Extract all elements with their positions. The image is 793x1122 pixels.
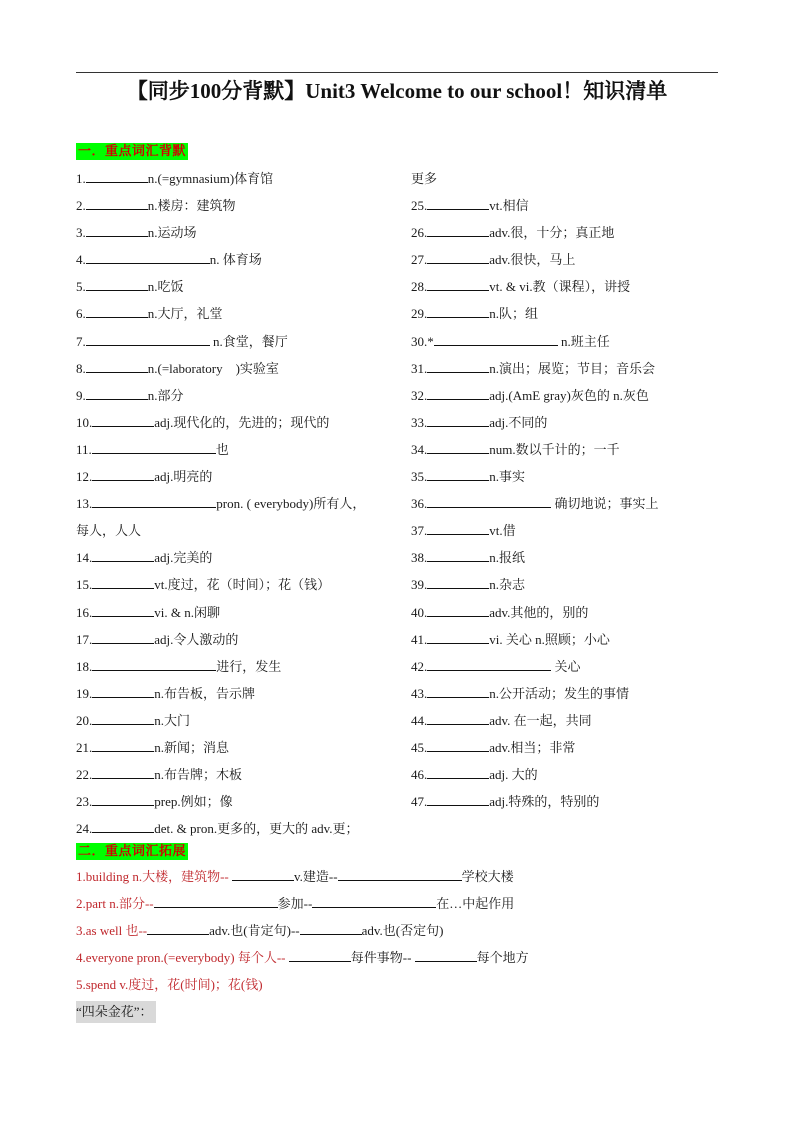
extension-list (76, 866, 726, 1028)
item-definition: n.新闻；消息 (154, 739, 230, 755)
item-definition: n.(=laboratory )实验室 (147, 360, 279, 376)
item-definition: adj.不同的 (489, 414, 548, 430)
vocab-item (411, 602, 721, 629)
vocab-item (411, 683, 721, 710)
item-definition: adv.很，十分；真正地 (489, 225, 615, 241)
vocab-item (411, 656, 721, 683)
item-number: 17. (76, 631, 93, 647)
answer-blank[interactable] (427, 467, 489, 481)
item-definition: n.布告牌；木板 (154, 767, 243, 783)
answer-blank[interactable] (427, 440, 489, 454)
item-number: 13. (76, 496, 93, 512)
item-number: 4. (76, 252, 86, 268)
item-number: 5. (76, 279, 86, 295)
extension-headword: 3.as well 也-- (76, 923, 148, 938)
answer-blank[interactable] (300, 921, 362, 935)
item-definition: n.公开活动；发生的事情 (489, 685, 630, 701)
answer-blank[interactable] (427, 657, 551, 671)
vocab-item (76, 629, 406, 656)
extension-text: v.建造-- (294, 869, 338, 884)
vocab-item (411, 331, 721, 358)
answer-blank[interactable] (92, 684, 154, 698)
item-definition: n.演出；展览；节目；音乐会 (489, 360, 656, 376)
vocab-item (411, 764, 721, 791)
answer-blank[interactable] (232, 867, 294, 881)
vocab-item (411, 439, 721, 466)
answer-blank[interactable] (427, 792, 489, 806)
item-definition: det. & pron.更多的，更大的 adv.更； (154, 821, 359, 837)
answer-blank[interactable] (312, 894, 436, 908)
item-definition: adv.相当；非常 (489, 739, 576, 755)
section-heading-extension: 二．重点词汇拓展 (78, 844, 187, 859)
answer-blank[interactable] (92, 819, 154, 833)
vocab-item (411, 385, 721, 412)
extension-item (76, 974, 726, 1001)
answer-blank[interactable] (86, 386, 148, 400)
item-number: 41. (411, 631, 428, 647)
item-definition: n.事实 (489, 469, 526, 485)
answer-blank[interactable] (427, 684, 489, 698)
extension-headword: 5.spend v.度过，花(时间)；花(钱) (76, 977, 263, 992)
answer-blank[interactable] (427, 603, 489, 617)
item-definition: n.吃饭 (147, 279, 184, 295)
vocab-item (76, 466, 406, 493)
vocab-item (76, 249, 406, 276)
item-number: 40. (411, 604, 428, 620)
item-number: 42. (411, 658, 428, 674)
item-number: 43. (411, 685, 428, 701)
vocab-item (411, 276, 721, 303)
vocab-item (76, 791, 406, 818)
extension-item (76, 893, 726, 920)
answer-blank[interactable] (338, 867, 462, 881)
vocab-item (76, 195, 406, 222)
item-definition: n.运动场 (147, 225, 197, 241)
item-definition: 进行，发生 (216, 658, 282, 674)
item-number: 21. (76, 739, 93, 755)
answer-blank[interactable] (92, 711, 154, 725)
item-definition: vi. 关心 n.照顾；小心 (489, 631, 610, 647)
vocab-item (76, 412, 406, 439)
vocab-item (76, 276, 406, 303)
vocab-item (76, 818, 406, 845)
answer-blank[interactable] (92, 765, 154, 779)
extension-text: 每个地方 (476, 950, 529, 965)
answer-blank[interactable] (427, 304, 489, 318)
vocab-item (411, 249, 721, 276)
answer-blank[interactable] (86, 223, 148, 237)
item-definition: adj.特殊的，特别的 (489, 794, 600, 810)
vocab-item (411, 303, 721, 330)
answer-blank[interactable] (92, 494, 216, 508)
vocab-item (76, 331, 406, 358)
vocab-item (76, 385, 406, 412)
vocab-item (76, 683, 406, 710)
answer-blank[interactable] (92, 413, 154, 427)
section-heading-vocab: 一．重点词汇背默 (78, 144, 187, 159)
item-definition: adj.令人激动的 (154, 631, 239, 647)
item-number: 19. (76, 685, 93, 701)
item-definition: adj.(AmE gray)灰色的 n.灰色 (489, 387, 649, 403)
vocab-item (411, 493, 721, 520)
vocab-item (76, 574, 406, 601)
extension-headword: 1.building n.大楼，建筑物-- (76, 869, 232, 884)
top-rule (76, 72, 718, 73)
answer-blank[interactable] (427, 196, 489, 210)
vocab-item (411, 168, 721, 195)
vocab-item (76, 656, 406, 683)
vocab-item (411, 466, 721, 493)
item-definition: vt.相信 (489, 198, 529, 214)
item-number: 36. (411, 496, 428, 512)
vocab-item (76, 222, 406, 249)
vocab-item (76, 168, 406, 195)
answer-blank[interactable] (86, 169, 148, 183)
answer-blank[interactable] (86, 332, 210, 346)
answer-blank[interactable] (427, 494, 551, 508)
item-number: 46. (411, 767, 428, 783)
item-number: 3. (76, 225, 86, 241)
item-number: 18. (76, 658, 93, 674)
answer-blank[interactable] (86, 359, 148, 373)
extension-headword: 2.part n.部分-- (76, 896, 154, 911)
item-definition: 确切地说；事实上 (551, 496, 659, 512)
vocab-item (76, 303, 406, 330)
vocab-item (411, 710, 721, 737)
item-number: 8. (76, 360, 86, 376)
answer-blank[interactable] (92, 467, 154, 481)
item-definition: num.数以千计的；一千 (489, 441, 620, 457)
item-number: 39. (411, 577, 428, 593)
item-number: 44. (411, 712, 428, 728)
item-number: 45. (411, 739, 428, 755)
answer-blank[interactable] (92, 603, 154, 617)
item-number: 15. (76, 577, 93, 593)
answer-blank[interactable] (92, 738, 154, 752)
note-label: “四朵金花”： (76, 1001, 156, 1023)
item-number: 7. (76, 333, 86, 349)
item-definition: n.班主任 (557, 333, 610, 349)
vocab-item (76, 602, 406, 629)
item-number: 27. (411, 252, 428, 268)
item-number: 38. (411, 550, 428, 566)
item-definition: 关心 (551, 658, 581, 674)
vocab-item (76, 358, 406, 385)
vocab-item (411, 412, 721, 439)
item-definition: vi. & n.闲聊 (154, 604, 220, 620)
extension-text: adv.也(肯定句)-- (209, 923, 300, 938)
answer-blank[interactable] (427, 277, 489, 291)
vocab-item (76, 764, 406, 791)
item-number: 30.* (411, 333, 434, 349)
extension-item (76, 866, 726, 893)
vocab-item (411, 222, 721, 249)
extension-text: 参加-- (277, 896, 313, 911)
answer-blank[interactable] (92, 575, 154, 589)
vocab-item (411, 791, 721, 818)
answer-blank[interactable] (427, 548, 489, 562)
item-definition: vt.度过，花（时间）；花（钱） (154, 577, 331, 593)
item-number: 34. (411, 441, 428, 457)
answer-blank[interactable] (427, 765, 489, 779)
answer-blank[interactable] (427, 413, 489, 427)
vocab-item (76, 493, 406, 520)
item-number: 28. (411, 279, 428, 295)
item-definition: adv.其他的，别的 (489, 604, 589, 620)
vocab-column-right (411, 168, 721, 818)
item-definition: n.部分 (147, 387, 184, 403)
answer-blank[interactable] (427, 711, 489, 725)
item-number: 23. (76, 794, 93, 810)
item-number: 47. (411, 794, 428, 810)
item-number: 6. (76, 306, 86, 322)
vocab-item (76, 710, 406, 737)
extension-text: 学校大楼 (461, 869, 514, 884)
answer-blank[interactable] (427, 521, 489, 535)
item-number: 31. (411, 360, 428, 376)
item-number: 32. (411, 387, 428, 403)
answer-blank[interactable] (427, 359, 489, 373)
item-definition: n. 体育场 (209, 252, 262, 268)
vocab-item (411, 737, 721, 764)
item-number: 14. (76, 550, 93, 566)
vocab-item (411, 520, 721, 547)
extension-text: adv.也(否定句) (361, 923, 444, 938)
vocab-item (411, 195, 721, 222)
answer-blank[interactable] (86, 196, 148, 210)
item-number: 9. (76, 387, 86, 403)
item-definition: n.布告板，告示牌 (154, 685, 256, 701)
page-title: 【同步100分背默】Unit3 Welcome to our school！知识清单 (126, 79, 668, 103)
item-definition: pron. ( everybody)所有人， (216, 496, 366, 512)
item-definition: vt.借 (489, 523, 516, 539)
item-definition: adj.明亮的 (154, 469, 213, 485)
answer-blank[interactable] (92, 548, 154, 562)
item-definition: n.队；组 (489, 306, 539, 322)
answer-blank[interactable] (92, 630, 154, 644)
answer-blank[interactable] (427, 738, 489, 752)
item-definition: 每人，人人 (76, 523, 142, 539)
answer-blank[interactable] (427, 386, 489, 400)
item-definition: n.大厅，礼堂 (147, 306, 223, 322)
answer-blank[interactable] (427, 250, 489, 264)
extension-text: 在…中起作用 (436, 896, 515, 911)
item-number: 12. (76, 469, 93, 485)
item-definition: n.报纸 (489, 550, 526, 566)
item-number: 35. (411, 469, 428, 485)
item-definition: adj. 大的 (489, 767, 538, 783)
item-number: 16. (76, 604, 93, 620)
item-definition: n.杂志 (489, 577, 526, 593)
answer-blank[interactable] (86, 250, 210, 264)
answer-blank[interactable] (92, 792, 154, 806)
extension-item (76, 947, 726, 974)
vocab-item (411, 629, 721, 656)
vocab-item (411, 547, 721, 574)
item-definition: adv. 在一起，共同 (489, 712, 592, 728)
vocab-item (76, 439, 406, 466)
vocab-item (76, 737, 406, 764)
item-definition: n.大门 (154, 712, 191, 728)
item-number: 11. (76, 441, 92, 457)
answer-blank[interactable] (427, 575, 489, 589)
item-definition: adj.现代化的，先进的；现代的 (154, 414, 330, 430)
item-number: 33. (411, 414, 428, 430)
item-definition: n.楼房：建筑物 (147, 198, 236, 214)
answer-blank[interactable] (289, 948, 351, 962)
vocab-column-left (76, 168, 406, 845)
item-number: 25. (411, 198, 428, 214)
answer-blank[interactable] (86, 277, 148, 291)
item-definition: adj.完美的 (154, 550, 213, 566)
vocab-item (411, 358, 721, 385)
item-definition: adv.很快，马上 (489, 252, 576, 268)
answer-blank[interactable] (86, 304, 148, 318)
item-number: 10. (76, 414, 93, 430)
vocab-item (411, 574, 721, 601)
item-definition: n.(=gymnasium)体育馆 (147, 171, 274, 186)
answer-blank[interactable] (92, 440, 216, 454)
item-definition: prep.例如；像 (154, 794, 233, 810)
answer-blank[interactable] (415, 948, 477, 962)
answer-blank[interactable] (92, 657, 216, 671)
answer-blank[interactable] (427, 630, 489, 644)
vocab-item (76, 547, 406, 574)
answer-blank[interactable] (427, 223, 489, 237)
item-number: 37. (411, 523, 428, 539)
item-number: 22. (76, 767, 93, 783)
item-number: 2. (76, 198, 86, 214)
item-number: 1. (76, 171, 86, 186)
item-definition: 更多 (411, 171, 438, 186)
note-row (76, 1001, 726, 1028)
vocab-item (76, 520, 406, 547)
item-number: 26. (411, 225, 428, 241)
item-definition: n.食堂，餐厅 (209, 333, 288, 349)
item-number: 24. (76, 821, 93, 837)
answer-blank[interactable] (154, 894, 278, 908)
extension-headword: 4.everyone pron.(=everybody) 每个人-- (76, 950, 289, 965)
answer-blank[interactable] (147, 921, 209, 935)
extension-text: 每件事物-- (350, 950, 415, 965)
item-number: 20. (76, 712, 93, 728)
item-definition: vt. & vi.教（课程），讲授 (489, 279, 631, 295)
item-number: 29. (411, 306, 428, 322)
extension-item (76, 920, 726, 947)
answer-blank[interactable] (434, 332, 558, 346)
item-definition: 也 (215, 441, 229, 457)
